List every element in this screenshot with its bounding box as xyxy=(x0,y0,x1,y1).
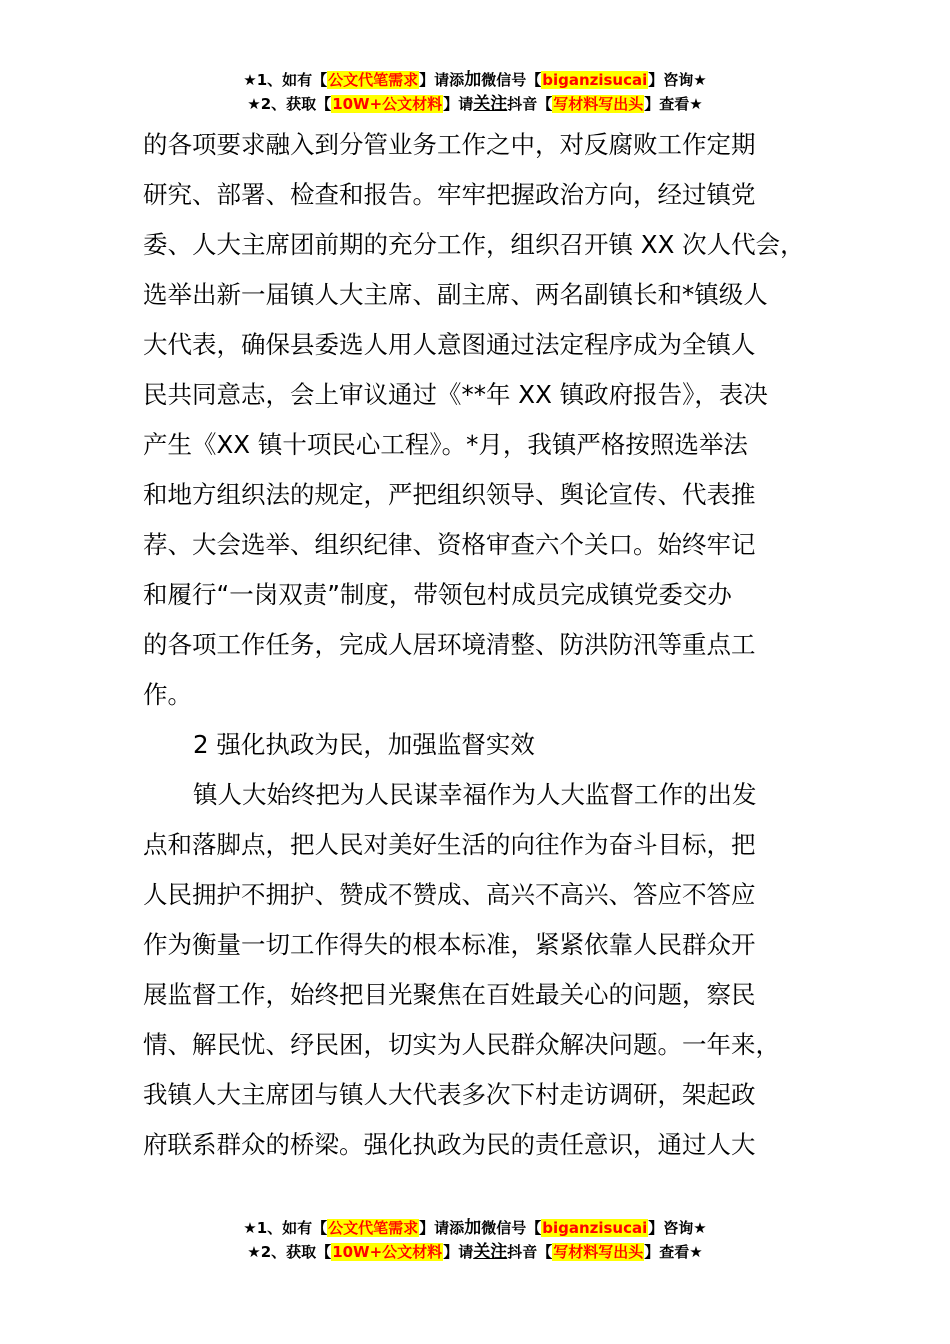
body-line: 荐、大会选举、组织纪律、资格审查六个关口。始终牢记 xyxy=(143,530,756,559)
body-line: 点和落脚点，把人民对美好生活的向往作为奋斗目标，把 xyxy=(143,830,756,859)
ad-line-2 xyxy=(0,92,950,116)
ad-line-1-prefix: ★1、如有【 xyxy=(243,1219,328,1237)
body-line: 作。 xyxy=(143,680,192,709)
footer-ad xyxy=(0,1216,950,1264)
section-heading: 2 强化执政为民，加强监督实效 xyxy=(193,730,535,759)
body-line: 委、人大主席团前期的充分工作，组织召开镇 XX 次人代会， xyxy=(143,230,805,259)
body-line: 产生《XX 镇十项民心工程》。*月，我镇严格按照选举法 xyxy=(143,430,748,459)
ad-line-1-bold-word: 加 xyxy=(464,1218,482,1238)
ad-line-1-suffix: 】咨询★ xyxy=(648,71,707,89)
body-line: 府联系群众的桥梁。强化执政为民的责任意识，通过人大 xyxy=(143,1130,756,1159)
ad-highlight-materials: 10W+公文材料 xyxy=(332,95,443,113)
document-body xyxy=(143,120,833,1170)
ad-highlight-materials: 10W+公文材料 xyxy=(332,1243,443,1261)
ad-highlight-douyin: 写材料写出头 xyxy=(553,1243,644,1261)
body-line: 大代表，确保县委选人用人意图通过法定程序成为全镇人 xyxy=(143,330,756,359)
body-line: 人民拥护不拥护、赞成不赞成、高兴不高兴、答应不答应 xyxy=(143,880,756,909)
ad-line-1-bold-word: 加 xyxy=(464,70,482,90)
ad-line-1-mid1: 】请添 xyxy=(419,71,465,89)
ad-line-2-suffix: 】查看★ xyxy=(644,1243,703,1261)
body-line: 和地方组织法的规定，严把组织领导、舆论宣传、代表推 xyxy=(143,480,756,509)
ad-line-1 xyxy=(0,68,950,92)
ad-highlight-service: 公文代笔需求 xyxy=(328,71,419,89)
body-line: 展监督工作，始终把目光聚焦在百姓最关心的问题，察民 xyxy=(143,980,756,1009)
header-ad xyxy=(0,68,950,116)
ad-line-2-mid2: 抖音【 xyxy=(507,1243,553,1261)
ad-line-1 xyxy=(0,1216,950,1240)
ad-line-2 xyxy=(0,1240,950,1264)
body-line: 研究、部署、检查和报告。牢牢把握政治方向，经过镇党 xyxy=(143,180,756,209)
body-line: 的各项工作任务，完成人居环境清整、防洪防汛等重点工 xyxy=(143,630,756,659)
ad-line-2-suffix: 】查看★ xyxy=(644,95,703,113)
ad-line-1-suffix: 】咨询★ xyxy=(648,1219,707,1237)
ad-line-2-prefix: ★2、获取【 xyxy=(247,1243,332,1261)
body-line: 和履行“一岗双责”制度，带领包村成员完成镇党委交办 xyxy=(143,580,732,609)
ad-line-2-mid1: 】请 xyxy=(443,1243,474,1261)
body-line: 情、解民忧、纾民困，切实为人民群众解决问题。一年来， xyxy=(143,1030,780,1059)
body-line: 民共同意志，会上审议通过《**年 XX 镇政府报告》，表决 xyxy=(143,380,768,409)
ad-line-1-mid1: 】请添 xyxy=(419,1219,465,1237)
body-line: 镇人大始终把为人民谋幸福作为人大监督工作的出发 xyxy=(193,780,757,809)
ad-line-2-underline-word: 关注 xyxy=(473,1242,508,1262)
ad-line-2-prefix: ★2、获取【 xyxy=(247,95,332,113)
body-line: 我镇人大主席团与镇人大代表多次下村走访调研，架起政 xyxy=(143,1080,756,1109)
body-line: 作为衡量一切工作得失的根本标准，紧紧依靠人民群众开 xyxy=(143,930,756,959)
ad-highlight-douyin: 写材料写出头 xyxy=(553,95,644,113)
ad-highlight-wechat-id: biganzisucai xyxy=(542,71,648,89)
ad-highlight-service: 公文代笔需求 xyxy=(328,1219,419,1237)
body-line: 的各项要求融入到分管业务工作之中，对反腐败工作定期 xyxy=(143,130,756,159)
body-line: 选举出新一届镇人大主席、副主席、两名副镇长和*镇级人 xyxy=(143,280,768,309)
ad-highlight-wechat-id: biganzisucai xyxy=(542,1219,648,1237)
ad-line-1-mid2: 微信号【 xyxy=(481,71,542,89)
ad-line-2-mid2: 抖音【 xyxy=(507,95,553,113)
ad-line-2-mid1: 】请 xyxy=(443,95,474,113)
ad-line-1-prefix: ★1、如有【 xyxy=(243,71,328,89)
ad-line-2-underline-word: 关注 xyxy=(473,94,508,114)
ad-line-1-mid2: 微信号【 xyxy=(481,1219,542,1237)
